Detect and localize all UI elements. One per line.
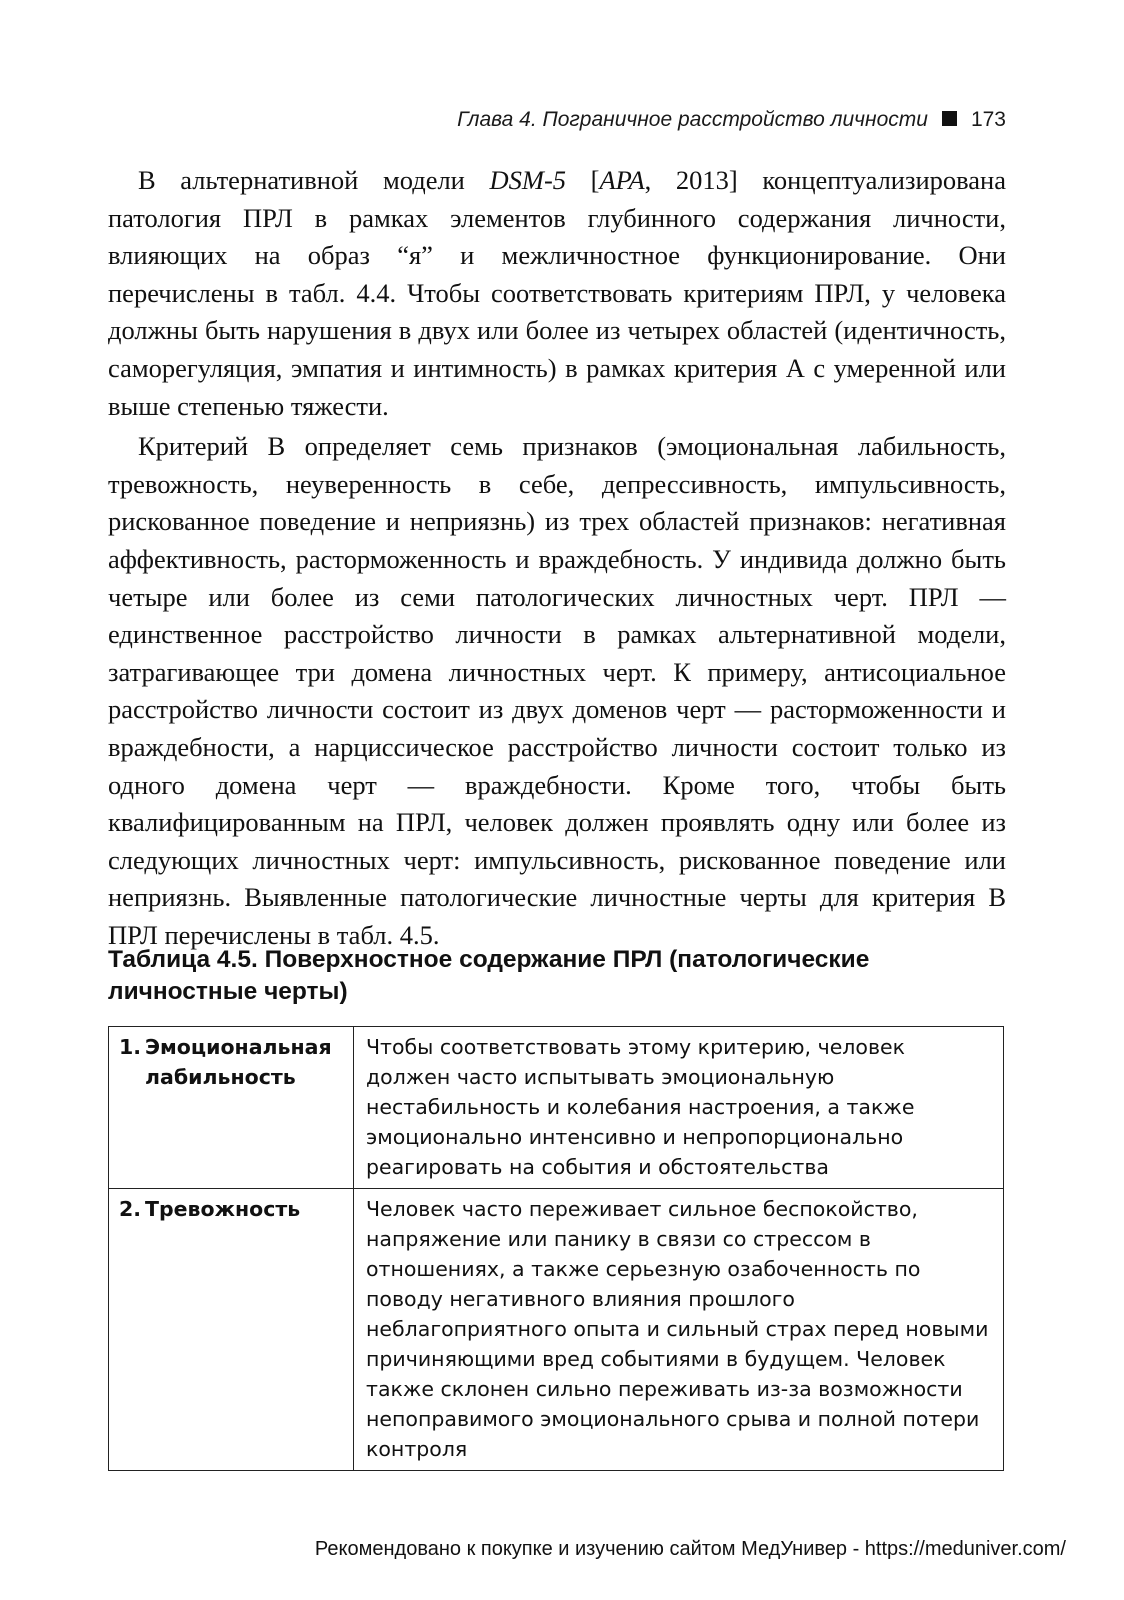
dsm-reference: DSM-5 <box>489 165 567 195</box>
body-text <box>108 162 1006 954</box>
trait-name-cell <box>109 1189 354 1471</box>
trait-name: Тревожность <box>145 1197 301 1221</box>
trait-description-cell: Чтобы соответствовать этому критерию, человек должен часто испытывать эмоциональную нестабильность и колебания настроения, а также эмоционально интенсивно и непропорционально реагировать на события и обстоятельства <box>354 1027 1004 1189</box>
trait-name: Эмоциональная <box>145 1035 332 1059</box>
table-row <box>109 1189 1004 1471</box>
trait-description-cell: Человек часто переживает сильное беспокойство, напряжение или панику в связи со стрессом в отношениях, а также серьезную озабоченность по поводу негативного влияния прошлого неблагоприятного опыта и сильный страх перед новыми причиняющими вред событиями в будущем. Человек также склонен сильно переживать из-за возможности непоправимого эмоционального срыва и полной потери контроля <box>354 1189 1004 1471</box>
table-caption: Таблица 4.5. Поверхностное содержание ПРЛ (патологические личностные черты) <box>108 946 870 1005</box>
bullet-square-icon <box>942 111 957 126</box>
paragraph-1-part-c: , 2013] концептуализирована патология ПРЛ в рамках элементов глубинного содержания личности, влияющих на образ “я” и межличностное функционирование. Они перечислены в табл. 4.4. Чтобы соответствовать критериям ПРЛ, у человека должны быть нарушения в двух или более из четырех областей (идентичность, саморегуляция, эмпатия и интимность) в рамках критерия А с умеренной или выше степенью тяжести. <box>108 165 1006 421</box>
trait-number: 2. <box>119 1197 142 1221</box>
trait-name-continued: лабильность <box>145 1065 296 1089</box>
paragraph-1-part-a: В альтернативной модели <box>138 165 490 195</box>
footer-note: Рекомендовано к покупке и изучению сайтом МедУнивер - https://meduniver.com/ <box>314 1538 1066 1560</box>
paragraph-1-part-b: [ <box>566 165 600 195</box>
paragraph-1 <box>108 162 1006 425</box>
chapter-title: Глава 4. Пограничное расстройство личности <box>457 108 928 131</box>
page-number: 173 <box>970 108 1006 131</box>
paragraph-2: Критерий В определяет семь признаков (эмоциональная лабильность, тревожность, неуверенность в себе, депрессивность, импульсивность, рискованное поведение и неприязнь) из трех областей признаков: негативная аффективность, расторможенность и враждебность. У индивида должно быть четыре или более из семи патологических личностных черт. ПРЛ — единственное расстройство личности в рамках альтернативной модели, затрагивающее три домена личностных черт. К примеру, антисоциальное расстройство личности состоит из двух доменов черт — расторможенности и враждебности, а нарциссическое расстройство личности состоит только из одного домена черт — враждебности. Кроме того, чтобы быть квалифицированным на ПРЛ, человек должен проявлять одну или более из следующих личностных черт: импульсивность, рискованное поведение или неприязнь. Выявленные патологические личностные черты для критерия В ПРЛ перечислены в табл. 4.5. <box>108 431 1006 950</box>
table-row <box>109 1027 1004 1189</box>
trait-number: 1. <box>119 1035 142 1059</box>
apa-reference: APA <box>599 165 645 195</box>
trait-name-cell <box>109 1027 354 1189</box>
traits-table <box>108 1026 1004 1471</box>
running-header <box>108 108 1006 132</box>
